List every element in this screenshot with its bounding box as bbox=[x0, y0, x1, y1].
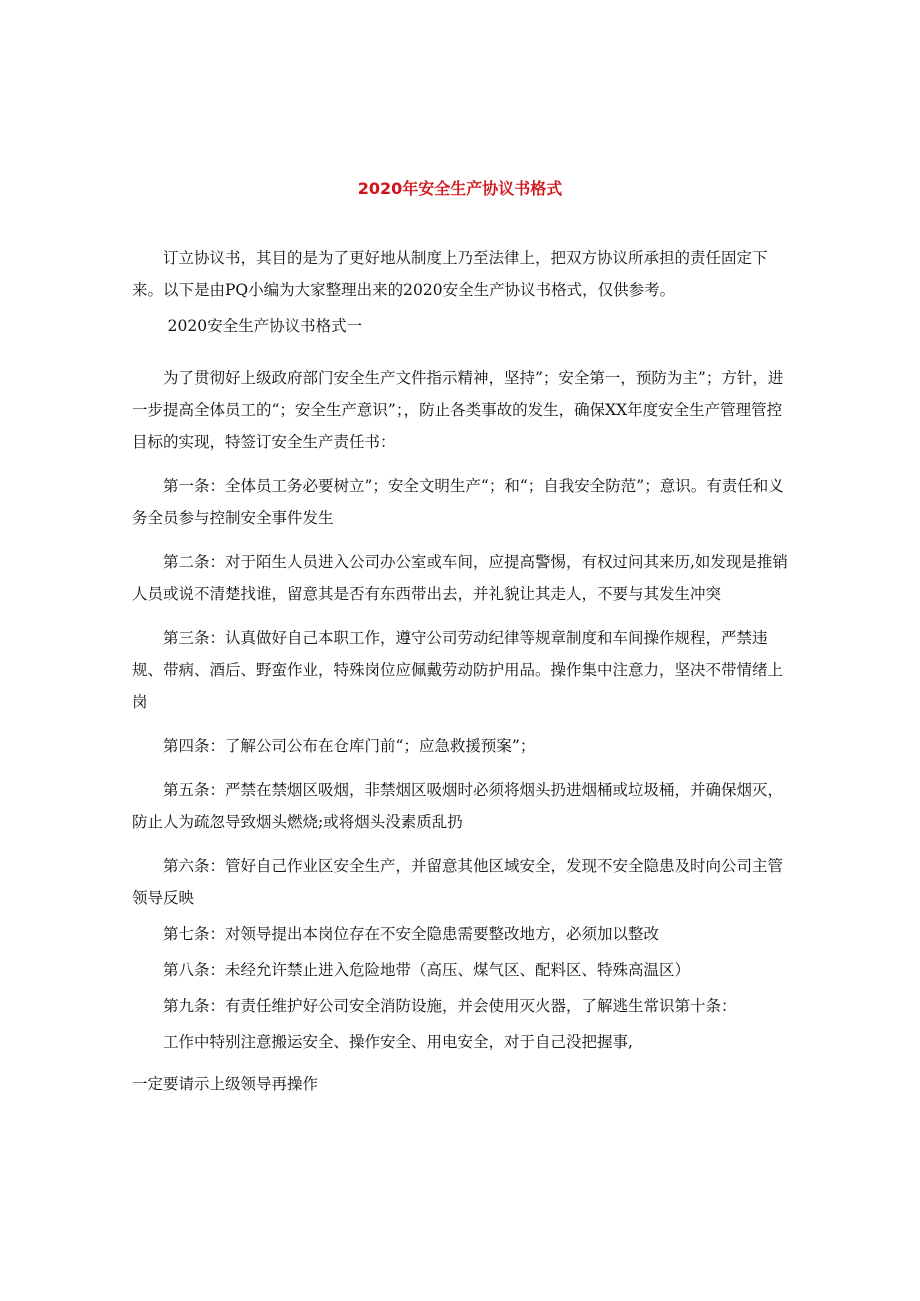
article-7: 第七条：对领导提出本岗位存在不安全隐患需要整改地方，必须加以整改 bbox=[163, 925, 660, 943]
article-6: 第六条：管好自己作业区安全生产，并留意其他区域安全，发现不安全隐患及时向公司主管领导反映 bbox=[132, 857, 784, 907]
article-1: 第一条：全体员工务必要树立”；安全文明生产“；和“；自我安全防范”；意识。有责任和义务全员参与控制安全事件发生 bbox=[132, 477, 784, 527]
article-4: 第四条：了解公司公布在仓库门前“；应急救援预案”； bbox=[163, 737, 536, 755]
article-10-body: 工作中特别注意搬运安全、操作安全、用电安全，对于自己没把握事, bbox=[163, 1033, 633, 1051]
article-9: 第九条：有责任维护好公司安全消防设施，并会使用灭火器，了解逃生常识第十条： bbox=[163, 997, 737, 1015]
article-3: 第三条：认真做好自己本职工作，遵守公司劳动纪律等规章制度和车间操作规程，严禁违规、带病、酒后、野蛮作业，特殊岗位应佩戴劳动防护用品。操作集中注意力，坚决不带情绪上岗 bbox=[132, 629, 784, 711]
document-title: 2020年安全生产协议书格式 bbox=[357, 179, 563, 198]
section-heading: 2020安全生产协议书格式一 bbox=[167, 317, 363, 335]
closing-line: 一定要请示上级领导再操作 bbox=[132, 1075, 319, 1093]
article-8: 第八条：未经允许禁止进入危险地带（高压、煤气区、配料区、特殊高温区） bbox=[163, 961, 691, 979]
article-5: 第五条：严禁在禁烟区吸烟，非禁烟区吸烟时必须将烟头扔进烟桶或垃圾桶，并确保烟灭，防止人为疏忽导致烟头燃烧;或将烟头没素质乱扔 bbox=[132, 781, 784, 831]
document-body bbox=[132, 242, 796, 1100]
intro-paragraph: 订立协议书，其目的是为了更好地从制度上乃至法律上，把双方协议所承担的责任固定下来。以下是由PQ小编为大家整理出来的2020安全生产协议书格式，仅供参考。 bbox=[132, 249, 768, 299]
preamble-paragraph: 为了贯彻好上级政府部门安全生产文件指示精神，坚持”；安全第一，预防为主”；方针，进一步提高全体员工的“；安全生产意识”；，防止各类事故的发生，确保XX年度安全生产管理管控目标的实现，特签订安全生产责任书： bbox=[132, 369, 784, 451]
article-2: 第二条：对于陌生人员进入公司办公室或车间，应提高警惕，有权过问其来历,如发现是推销人员或说不清楚找谁，留意其是否有东西带出去，并礼貌让其走人，不要与其发生冲突 bbox=[132, 553, 788, 603]
